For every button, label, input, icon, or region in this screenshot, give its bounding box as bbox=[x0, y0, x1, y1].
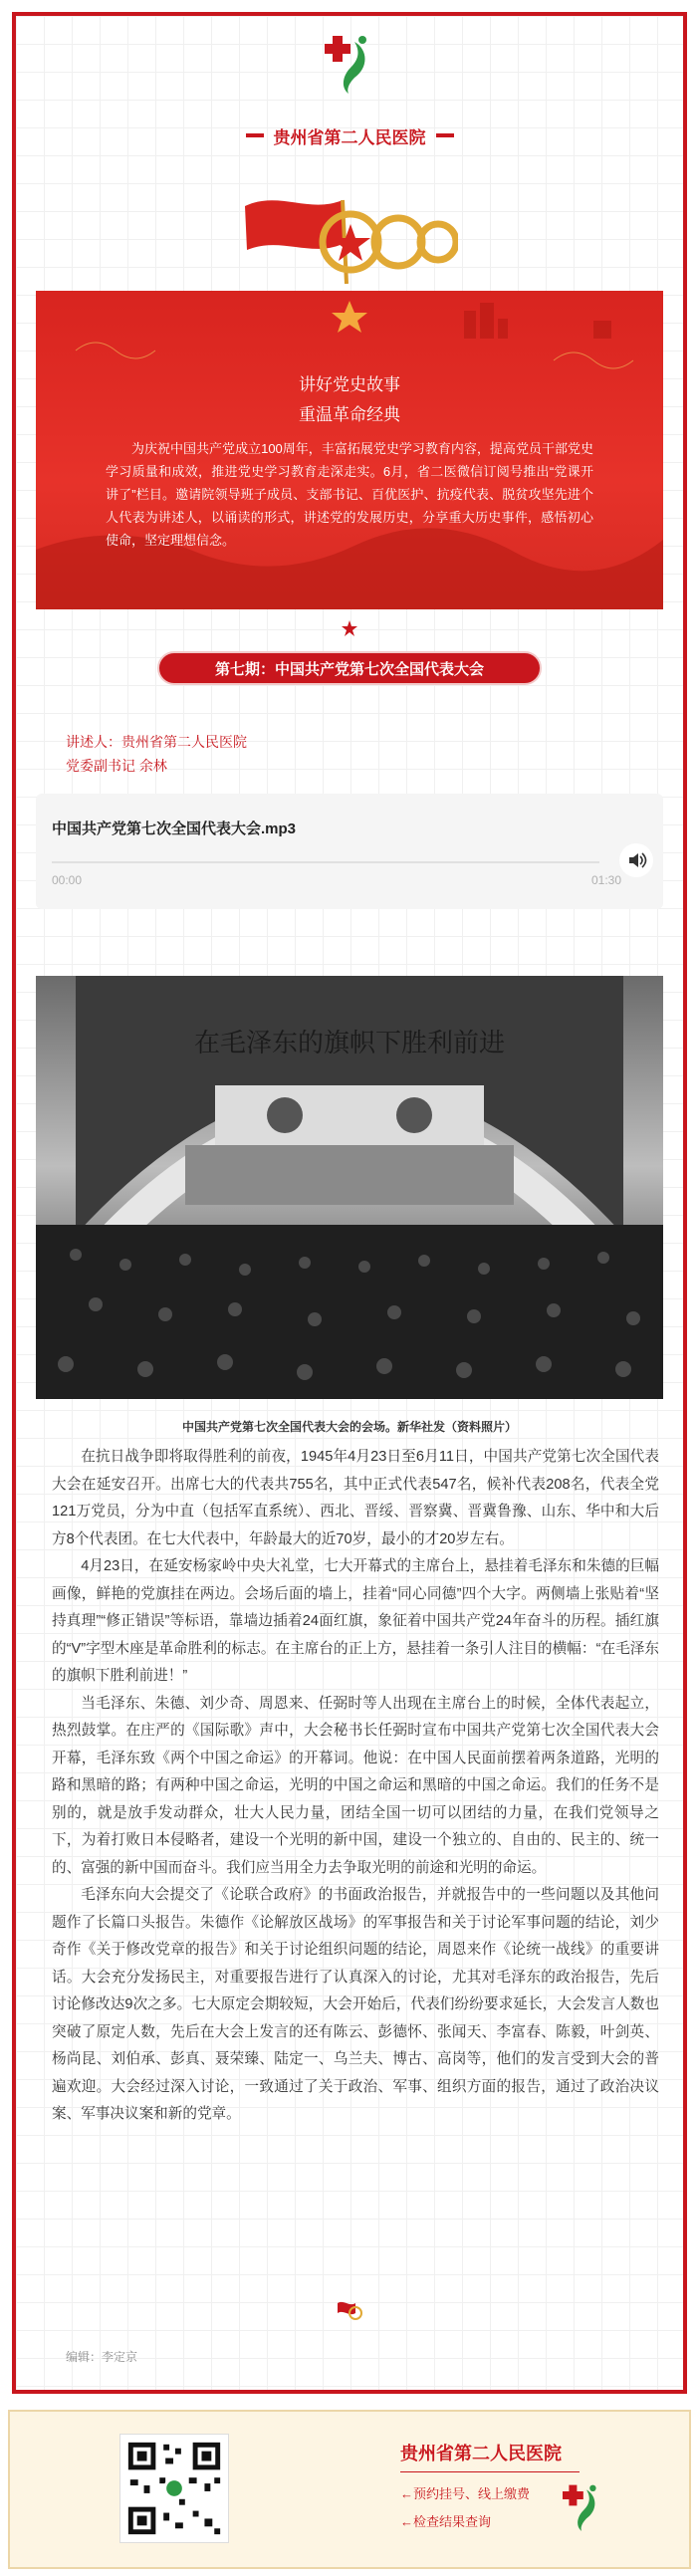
article-body bbox=[52, 1444, 659, 2129]
hospital-title bbox=[233, 123, 466, 147]
audio-file-name: 中国共产党第七次全国代表大会.mp3 bbox=[52, 820, 297, 837]
episode-title: 第七期：中国共产党第七次全国代表大会 bbox=[157, 651, 542, 685]
audio-player[interactable] bbox=[36, 794, 663, 909]
article-paragraph: 在抗日战争即将取得胜利的前夜，1945年4月23日至6月11日，中国共产党第七次全国代表大会在延安召开。出席七大的代表共755名，其中正式代表547名，候补代表208名，代表全党121万党员，分为中直（包括军直系统）、西北、晋绥、晋察冀、晋冀鲁豫、山东、华中和大后方8个代表团。在七大代表中，年龄最大的近70岁，最小的才20岁左右。 bbox=[52, 1449, 659, 1547]
intro-banner bbox=[36, 291, 663, 609]
editor-credit: 编辑：李定京 bbox=[66, 2350, 138, 2364]
speaker-line-1: 讲述人：贵州省第二人民医院 bbox=[66, 734, 247, 750]
article-paragraph: 毛泽东向大会提交了《论联合政府》的书面政治报告，并就报告中的一些问题以及其他问题作了长篇口头报告。朱德作《论解放区战场》的军事报告和关于讨论军事问题的结论，刘少奇作《关于修改党章的报告》和关于讨论组织问题的结论，周恩来作《论统一战线》的重要讲话。大会充分发扬民主，对重要报告进行了认真深入的讨论，尤其对毛泽东的政治报告，先后讨论修改达9次之多。七大原定会期较短，大会开始后，代表们纷纷要求延长，大会发言人数也突破了原定人数，先后在大会上发言的还有陈云、彭德怀、张闻天、李富春、陈毅，叶剑英、杨尚昆、刘伯承、彭真、聂荣臻、陆定一、乌兰夫、博古、高岗等，他们的发言受到大会的普遍欢迎。大会经过深入讨论，一致通过了关于政治、军事、组织方面的报告，通过了政治决议案、军事决议案和新的党章。 bbox=[52, 1887, 659, 2122]
centenary-emblem-icon bbox=[239, 184, 458, 294]
banner-intro-text: 为庆祝中国共产党成立100周年，丰富拓展党史学习教育内容，提高党员干部党史学习质量和成效，推进党史学习教育走深走实。6月，省二医微信订阅号推出“党课开讲了”栏目。邀请院领导班子成员、支部书记、百优医护、抗疫代表、脱贫攻坚先进个人代表为讲述人，以诵读的形式，讲述党的发展历史，分享重大历史事件，感悟初心使命，坚定理想信念。 bbox=[106, 441, 593, 548]
audio-current-time: 00:00 bbox=[52, 873, 83, 887]
banner-heading-1: 讲好党史故事 bbox=[299, 375, 400, 394]
photo-caption: 中国共产党第七次全国代表大会的会场。新华社发（资料照片） bbox=[181, 1420, 517, 1434]
footer-logo-icon bbox=[563, 2481, 602, 2533]
speaker-line-2: 党委副书记 余林 bbox=[66, 758, 167, 774]
hospital-logo-icon bbox=[325, 32, 374, 96]
audio-duration: 01:30 bbox=[590, 873, 621, 887]
congress-hall-photo bbox=[36, 976, 663, 1399]
speaker-play-icon[interactable] bbox=[619, 843, 653, 877]
photo-banner-text: 在毛泽东的旗帜下胜利前进 bbox=[193, 1029, 506, 1057]
qr-code-icon[interactable] bbox=[119, 2434, 229, 2543]
footer bbox=[8, 2410, 691, 2569]
footer-divider bbox=[400, 2471, 580, 2472]
article-paragraph: 当毛泽东、朱德、刘少奇、周恩来、任弼时等人出现在主席台上的时候，全体代表起立，热烈鼓掌。在庄严的《国际歌》声中，大会秘书长任弼时宣布中国共产党第七次全国代表大会开幕，毛泽东致《两个中国之命运》的开幕词。他说：在中国人民面前摆着两条道路，光明的路和黑暗的路；有两种中国之命运，光明的中国之命运和黑暗的中国之命运。我们的任务不是别的，就是放手发动群众，壮大人民力量，团结全国一切可以团结的力量，在我们党领导之下，为着打败日本侵略者，建设一个光明的新中国，建设一个独立的、自由的、民主的、统一的、富强的新中国而奋斗。我们应当用全力去争取光明的前途和光明的命运。 bbox=[52, 1695, 659, 1876]
mini-emblem-icon bbox=[336, 2297, 363, 2321]
hospital-name: 贵州省第二人民医院 bbox=[273, 127, 426, 147]
speaker-info bbox=[66, 730, 247, 778]
article-paragraph: 4月23日，在延安杨家岭中央大礼堂，七大开幕式的主席台上，悬挂着毛泽东和朱德的巨幅画像，鲜艳的党旗挂在两边。会场后面的墙上，挂着“同心同德”四个大字。两侧墙上张贴着“坚持真理”“修正错误”等标语，靠墙边插着24面红旗，象征着中国共产党24年奋斗的历程。插红旗的“V”字型木座是革命胜利的标志。在主席台的正上方，悬挂着一条引人注目的横幅：“在毛泽东的旗帜下胜利前进！” bbox=[52, 1558, 659, 1684]
audio-progress-bar[interactable] bbox=[52, 861, 599, 863]
star-icon bbox=[341, 619, 358, 637]
footer-link-results[interactable]: ←检查结果查询 bbox=[400, 2514, 492, 2529]
footer-hospital-name: 贵州省第二人民医院 bbox=[400, 2444, 562, 2463]
footer-link-registration[interactable]: ←预约挂号、线上缴费 bbox=[400, 2486, 531, 2501]
banner-heading-2: 重温革命经典 bbox=[299, 405, 400, 424]
